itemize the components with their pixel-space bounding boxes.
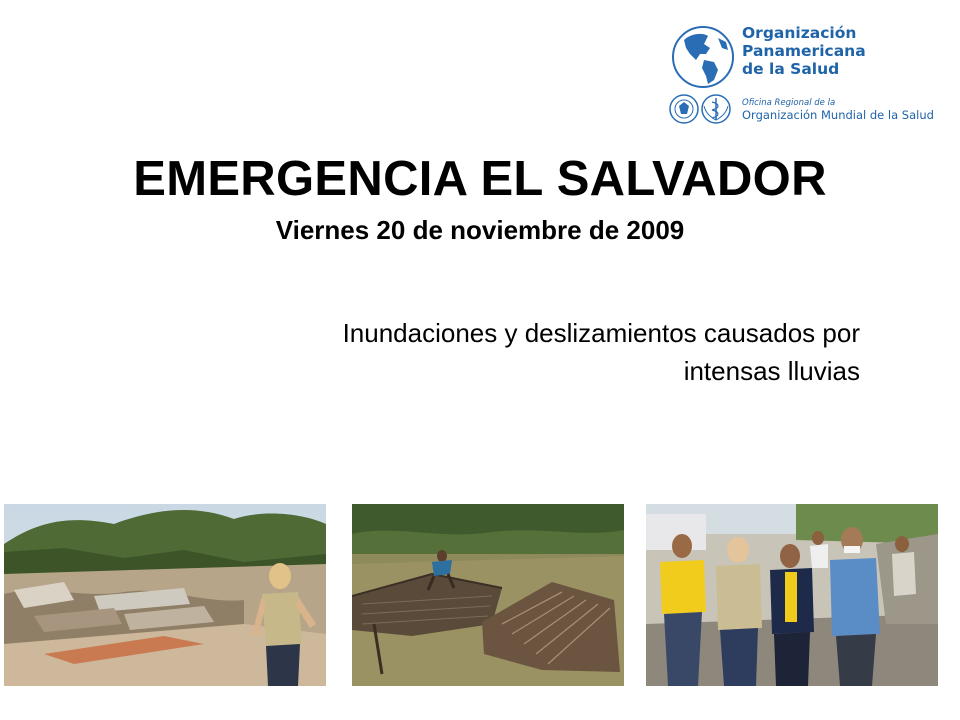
logo-subtitle bbox=[742, 98, 934, 122]
officials-visit-photo bbox=[646, 504, 938, 686]
slide-date: Viernes 20 de noviembre de 2009 bbox=[275, 215, 685, 245]
logo-name bbox=[742, 24, 866, 78]
logo-name-line: Organización bbox=[742, 24, 857, 42]
logo-office-line: Oficina Regional de la bbox=[742, 98, 836, 108]
logo-name-line: Panamericana bbox=[742, 42, 866, 60]
landslide-debris-photo bbox=[4, 504, 326, 686]
who-seal-icon bbox=[702, 95, 730, 123]
globe-icon bbox=[670, 24, 736, 90]
flooded-houses-photo bbox=[352, 504, 624, 686]
description-line: intensas lluvias bbox=[683, 356, 860, 386]
paho-logo bbox=[662, 18, 934, 128]
logo-org-line: Organización Mundial de la Salud bbox=[742, 108, 934, 122]
slide-description bbox=[200, 314, 860, 390]
slide-title: EMERGENCIA EL SALVADOR bbox=[133, 152, 827, 206]
logo-seals bbox=[668, 92, 734, 126]
logo-name-line: de la Salud bbox=[742, 60, 840, 78]
paho-seal-icon bbox=[670, 95, 698, 123]
description-line: Inundaciones y deslizamientos causados por bbox=[342, 318, 860, 348]
